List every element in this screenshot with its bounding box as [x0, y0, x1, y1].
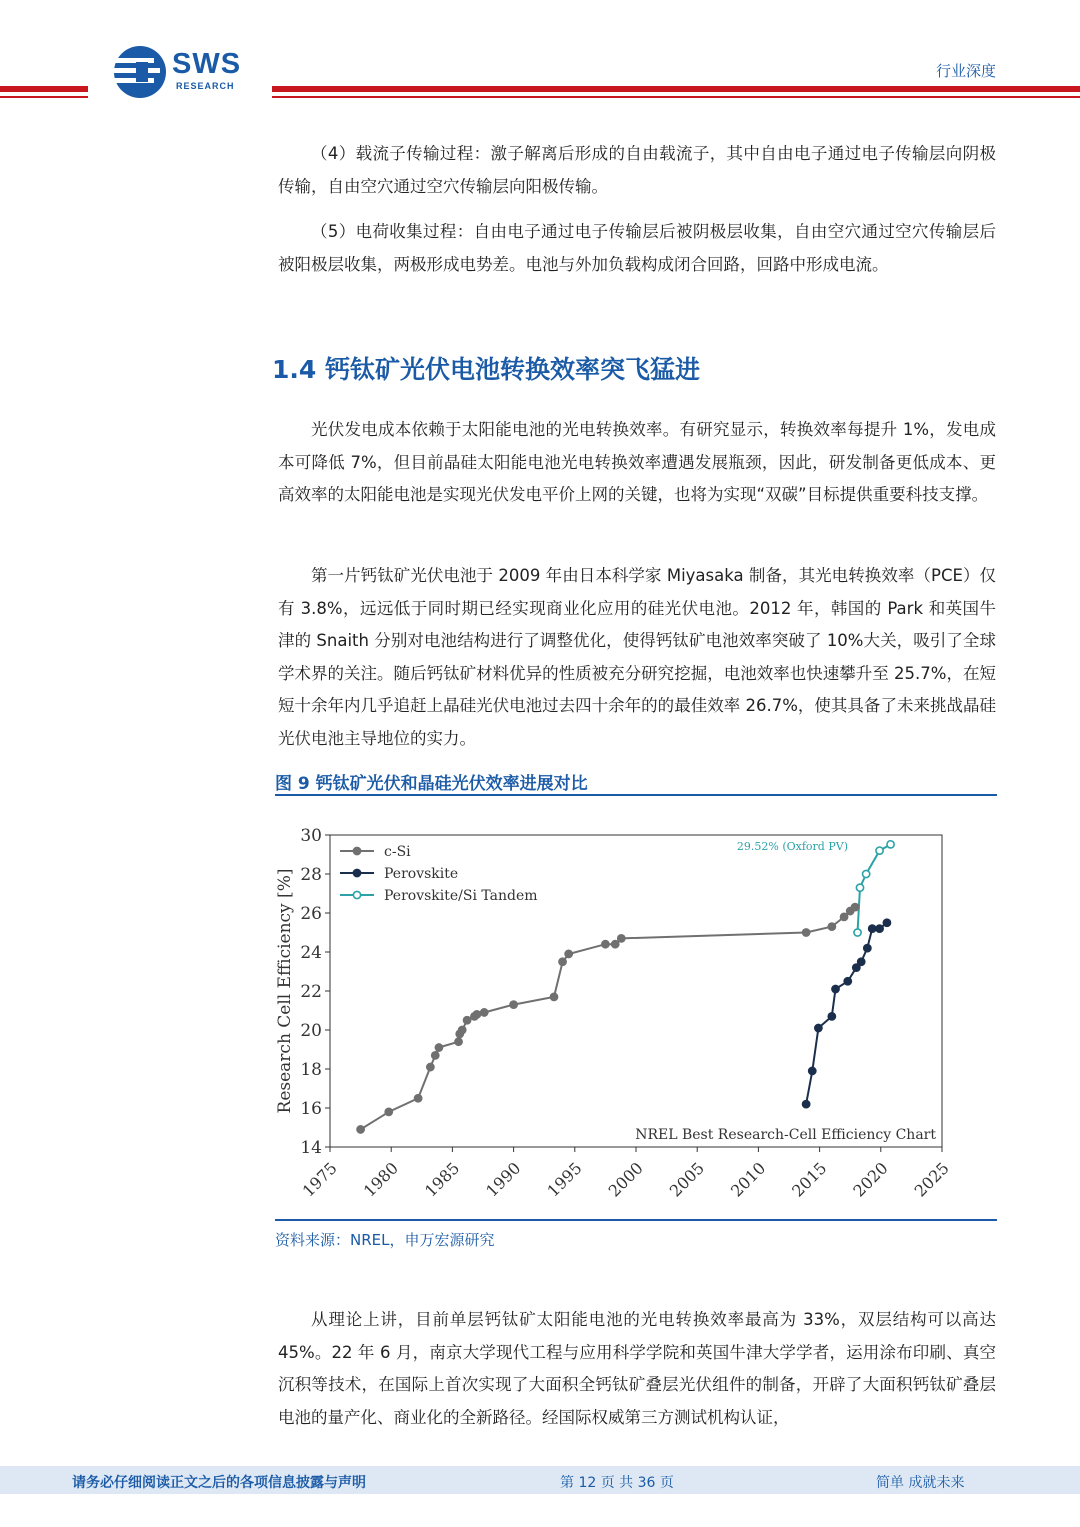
x-tick-label: 2005 [665, 1158, 709, 1201]
x-tick-label: 2015 [788, 1158, 831, 1201]
x-tick-label: 2025 [910, 1158, 953, 1201]
x-tick-label: 2010 [727, 1158, 770, 1201]
paragraph-theoretical-limit: 从理论上讲，目前单层钙钛矿太阳能电池的光电转换效率最高为 33%，双层结构可以高达 45%。22 年 6 月，南京大学现代工程与应用科学学院和英国牛津大学学者，运用涂布印刷、真空沉积等技术，在国际上首次实现了大面积全钙钛矿叠层光伏组件的制备，开辟了大面积钙钛矿叠层电池的量产化、商业化的全新路径。经国际权威第三方测试机构认证， [278, 1310, 996, 1427]
data-point [803, 929, 810, 936]
data-point [854, 929, 861, 936]
data-point [432, 1052, 439, 1059]
data-point [550, 993, 557, 1000]
y-tick-label: 28 [300, 865, 322, 885]
data-point [415, 1095, 422, 1102]
data-point [618, 935, 625, 942]
data-point [876, 847, 883, 854]
data-point [876, 925, 883, 932]
y-tick-label: 26 [300, 904, 322, 924]
efficiency-chart [270, 815, 970, 1210]
header-divider-right-thin [272, 96, 1080, 98]
header-divider-left [0, 86, 88, 92]
y-tick-label: 22 [300, 982, 322, 1002]
data-point [869, 925, 876, 932]
data-point [459, 1026, 466, 1033]
data-point [844, 978, 851, 985]
x-tick-label: 1980 [359, 1158, 403, 1201]
paragraph-perovskite-history: 第一片钙钛矿光伏电池于 2009 年由日本科学家 Miyasaka 制备，其光电转换效率（PCE）仅有 3.8%，远远低于同时期已经实现商业化应用的硅光伏电池。2012 年，韩国的 Park 和英国牛津的 Snaith 分别对电池结构进行了调整优化，使得钙钛矿电池效率突破了 10%大关，吸引了全球学术界的关注。随后钙钛矿材料优异的性质被充分研究挖掘，电池效率也快速攀升至 25.7%，在短短十余年内几乎追赶上晶硅光伏电池过去四十余年的的最佳效率 26.7%，使其具备了未来挑战晶硅光伏电池主导地位的实力。 [278, 566, 996, 748]
data-point [612, 941, 619, 948]
y-tick-label: 16 [300, 1099, 322, 1119]
data-point [455, 1038, 462, 1045]
header-divider-left-thin [0, 96, 88, 98]
legend-marker [353, 869, 360, 876]
y-tick-label: 14 [300, 1138, 322, 1158]
figure-source: 资料来源：NREL，申万宏源研究 [275, 1231, 495, 1249]
x-tick-label: 2020 [849, 1158, 892, 1201]
data-point [435, 1044, 442, 1051]
footer-slogan: 简单 成就未来 [876, 1475, 965, 1491]
legend-label: Perovskite/Si Tandem [384, 888, 538, 904]
chart-watermark: NREL Best Research-Cell Efficiency Chart [635, 1127, 936, 1143]
data-point [883, 919, 890, 926]
data-point [815, 1024, 822, 1031]
header-category-tag: 行业深度 [936, 62, 997, 80]
paragraph-charge-collection: （5）电荷收集过程：自由电子通过电子传输层后被阴极层收集，自由空穴通过空穴传输层后被阳极层收集，两极形成电势差。电池与外加负载构成闭合回路，回路中形成电流。 [278, 222, 996, 274]
x-tick-label: 2000 [604, 1158, 647, 1201]
data-point [809, 1067, 816, 1074]
figure-title: 图 9 钙钛矿光伏和晶硅光伏效率进展对比 [275, 774, 588, 794]
data-point [427, 1063, 434, 1070]
legend-marker [353, 847, 360, 854]
data-point [864, 945, 871, 952]
footer-page-number: 第 12 页 共 36 页 [560, 1475, 674, 1491]
y-tick-label: 30 [300, 826, 322, 846]
x-tick-label: 1990 [482, 1158, 525, 1201]
data-point [863, 870, 870, 877]
section-title: 1.4 钙钛矿光伏电池转换效率突飞猛进 [272, 355, 700, 384]
data-point [856, 884, 863, 891]
data-point [481, 1009, 488, 1016]
data-point [840, 913, 847, 920]
logo-text: SWS [172, 48, 242, 80]
y-tick-label: 24 [300, 943, 322, 963]
x-tick-label: 1985 [421, 1158, 464, 1201]
data-point [828, 923, 835, 930]
header-divider-right [272, 86, 1080, 92]
data-point [851, 904, 858, 911]
data-point [602, 941, 609, 948]
data-point [832, 985, 839, 992]
data-point [858, 958, 865, 965]
sws-logo-icon [112, 44, 170, 100]
legend-label: c-Si [384, 844, 411, 860]
data-point [559, 958, 566, 965]
data-point [803, 1101, 810, 1108]
data-point [828, 1013, 835, 1020]
figure-rule-top [275, 794, 997, 796]
y-tick-label: 20 [300, 1021, 322, 1041]
logo-subtext: RESEARCH [176, 81, 235, 91]
figure-rule-bottom [275, 1219, 997, 1221]
x-tick-label: 1975 [298, 1158, 341, 1201]
legend-marker [353, 891, 360, 898]
paragraph-cost-efficiency: 光伏发电成本依赖于太阳能电池的光电转换效率。有研究显示，转换效率每提升 1%，发电成本可降低 7%，但目前晶硅太阳能电池光电转换效率遭遇发展瓶颈，因此，研发制备更低成本、更高效率的太阳能电池是实现光伏发电平价上网的关键，也将为实现“双碳”目标提供重要科技支撑。 [278, 420, 996, 504]
sws-logo [112, 44, 252, 100]
data-point [463, 1017, 470, 1024]
paragraph-carrier-transport: （4）载流子传输过程：激子解离后形成的自由载流子，其中自由电子通过电子传输层向阴极传输，自由空穴通过空穴传输层向阳极传输。 [278, 144, 996, 196]
y-axis-label: Research Cell Efficiency [%] [275, 868, 295, 1114]
data-point [357, 1126, 364, 1133]
y-tick-label: 18 [300, 1060, 322, 1080]
data-point [473, 1011, 480, 1018]
legend-label: Perovskite [384, 866, 459, 882]
footer-disclaimer: 请务必仔细阅读正文之后的各项信息披露与声明 [72, 1475, 366, 1491]
data-point [385, 1108, 392, 1115]
data-point [510, 1001, 517, 1008]
data-point [565, 950, 572, 957]
data-point [887, 841, 894, 848]
chart-annotation: 29.52% (Oxford PV) [736, 840, 848, 853]
x-tick-label: 1995 [543, 1158, 586, 1201]
